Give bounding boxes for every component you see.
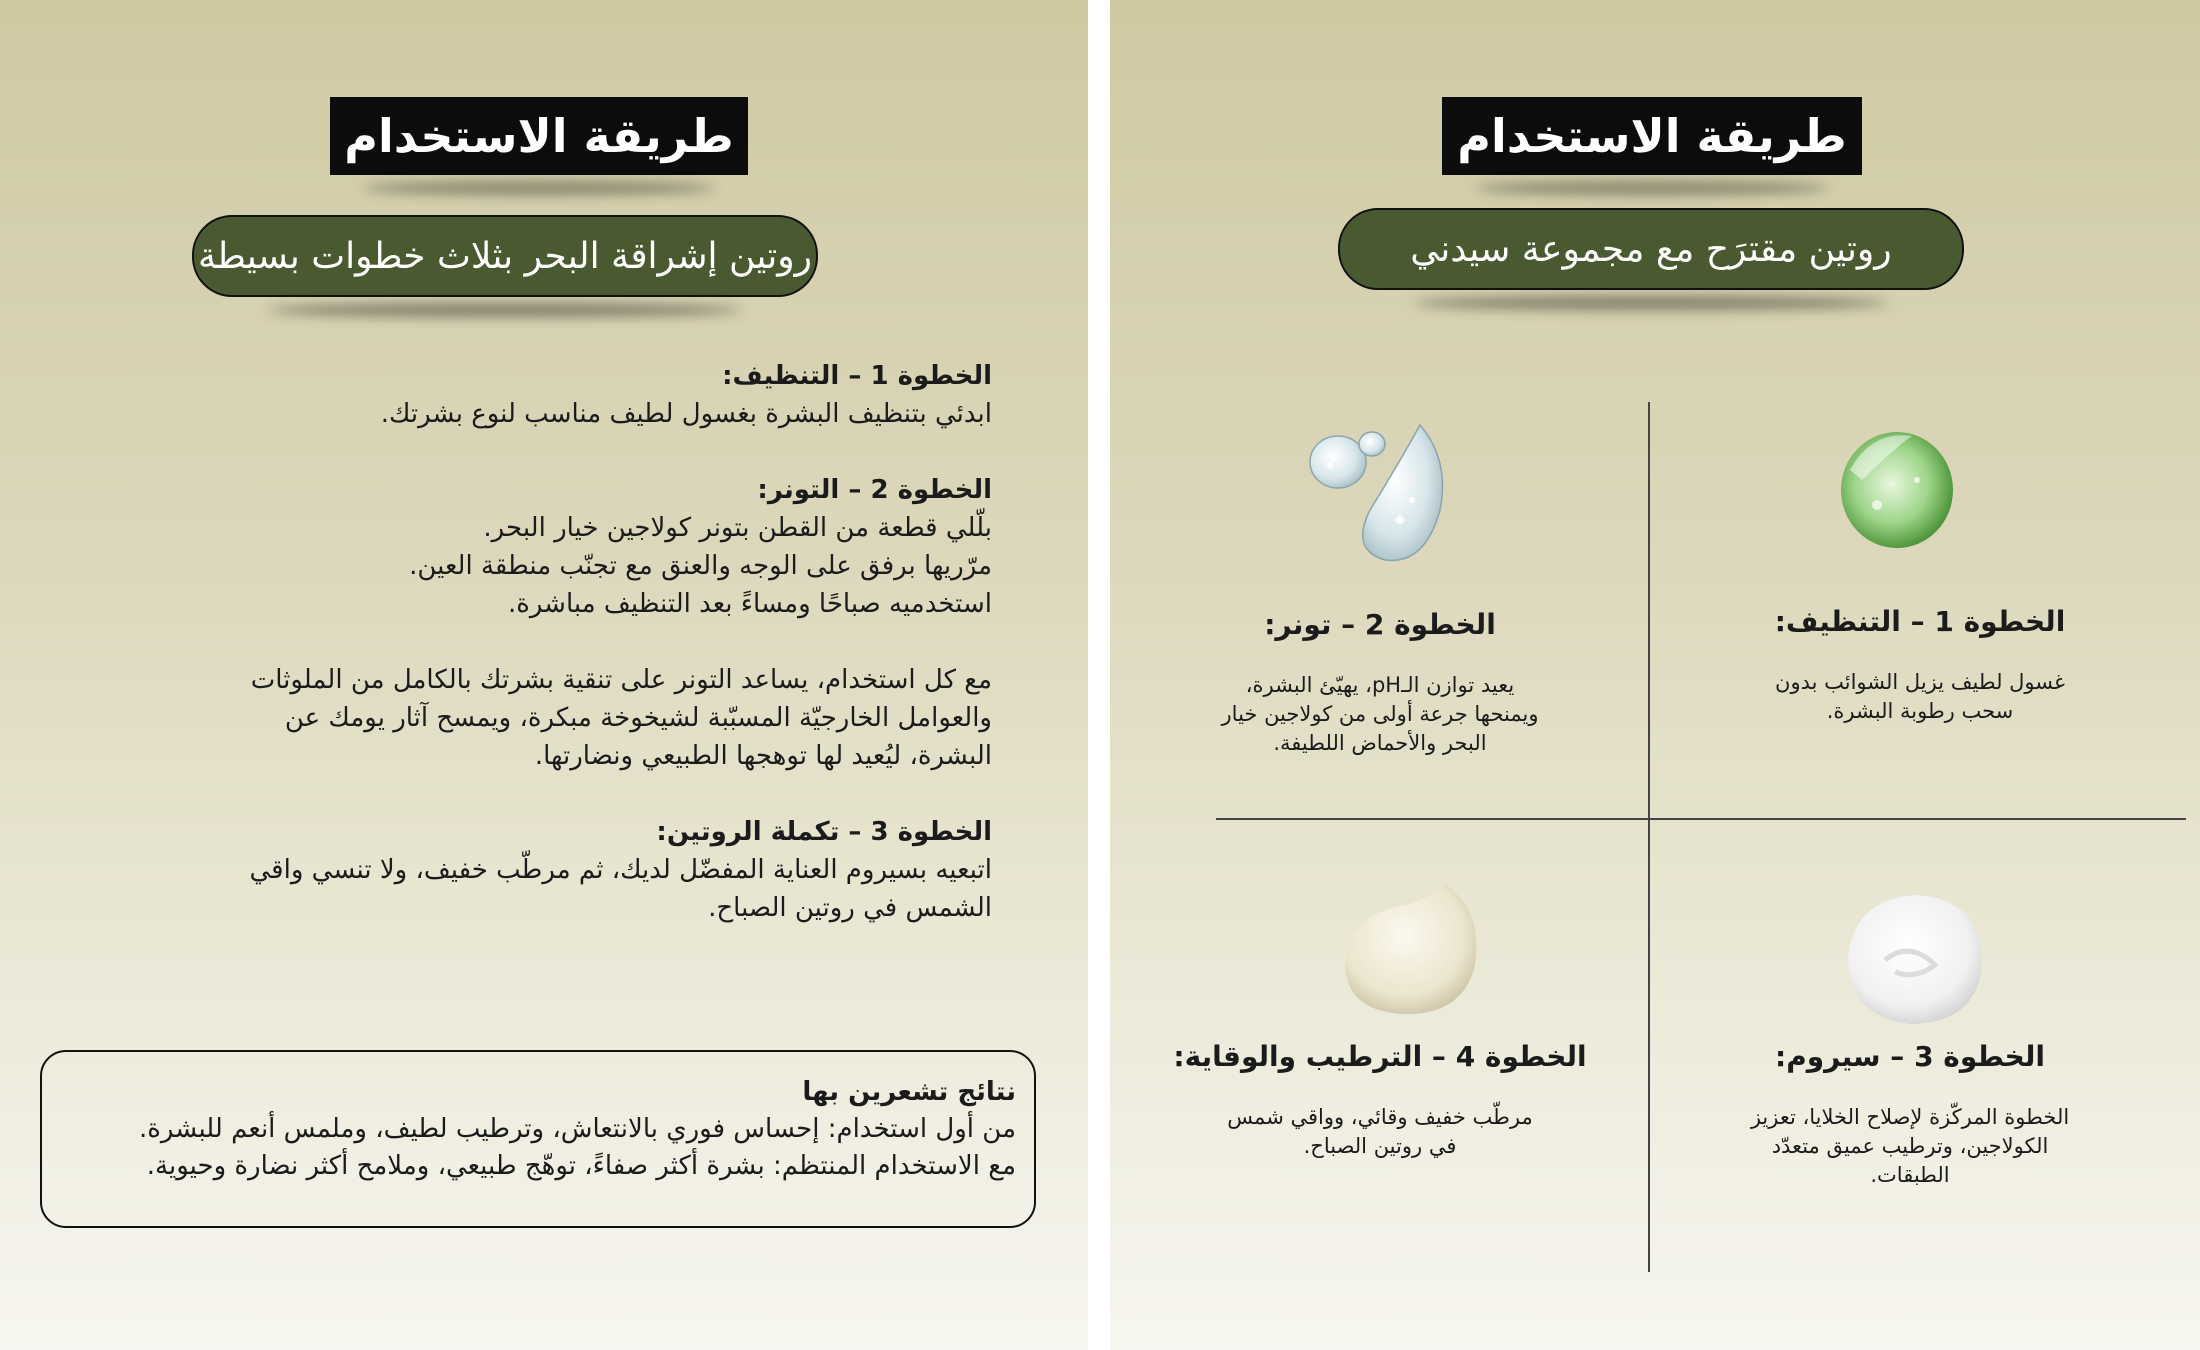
cell-2-desc-2: ويمنحها جرعة أولى من كولاجين خيار xyxy=(1221,702,1539,726)
step-3-text-2: الشمس في روتين الصباح. xyxy=(708,893,992,923)
cell-1-desc-2: سحب رطوبة البشرة. xyxy=(1826,699,2014,723)
right-title: طريقة الاستخدام xyxy=(1442,97,1862,175)
cell-1-heading: الخطوة 1 – التنظيف: xyxy=(1774,605,2066,638)
cell-2-desc-1: يعيد توازن الـpH، يهيّئ البشرة، xyxy=(1245,673,1515,697)
step-3-text-1: اتبعيه بسيروم العناية المفضّل لديك، ثم مرطّب خفيف، ولا تنسي واقي xyxy=(249,855,992,885)
ivory-moisturizer-icon xyxy=(1335,880,1485,1020)
cell-1-desc-1: غسول لطيف يزيل الشوائب بدون xyxy=(1775,670,2065,694)
toner-benefit-2: والعوامل الخارجيّة المسبّبة لشيخوخة مبكرة، ويمسح آثار يومك عن xyxy=(284,703,992,733)
grid-horizontal-divider xyxy=(1216,818,2186,820)
results-heading: نتائج تشعرين بها xyxy=(802,1077,1016,1107)
cell-2-heading: الخطوة 2 – تونر: xyxy=(1264,608,1496,641)
step-2-text-3: استخدميه صباحًا ومساءً بعد التنظيف مباشرة. xyxy=(507,589,992,619)
right-panel xyxy=(1110,0,2200,1350)
step-1-heading: الخطوة 1 – التنظيف: xyxy=(722,361,992,391)
results-line-1: من أول استخدام: إحساس فوري بالانتعاش، وترطيب لطيف، وملمس أنعم للبشرة. xyxy=(139,1114,1016,1144)
cell-3-desc-1: الخطوة المركّزة لإصلاح الخلايا، تعزيز xyxy=(1750,1105,2070,1129)
cell-3-desc-3: الطبقات. xyxy=(1870,1163,1950,1187)
left-panel xyxy=(0,0,1088,1350)
results-box xyxy=(40,1050,1036,1228)
right-subtitle-pill: روتين مقترَح مع مجموعة سيدني xyxy=(1338,208,1964,290)
step-3-heading: الخطوة 3 – تكملة الروتين: xyxy=(656,817,992,847)
cell-4-desc-1: مرطّب خفيف وقائي، وواقي شمس xyxy=(1227,1105,1533,1129)
step-2-heading: الخطوة 2 – التونر: xyxy=(757,475,992,505)
step-1-text: ابدئي بتنظيف البشرة بغسول لطيف مناسب لنوع بشرتك. xyxy=(380,399,992,429)
cell-3-heading: الخطوة 3 – سيروم: xyxy=(1775,1040,2045,1073)
left-title: طريقة الاستخدام xyxy=(330,97,748,175)
steps-list xyxy=(160,357,992,927)
cell-4-desc-2: في روتين الصباح. xyxy=(1303,1134,1457,1158)
step-4-cell xyxy=(1170,1040,1590,1161)
white-cream-serum-icon xyxy=(1840,890,1990,1030)
cell-3-desc-2: الكولاجين، وترطيب عميق متعدّد xyxy=(1771,1134,2049,1158)
left-subtitle-pill: روتين إشراقة البحر بثلاث خطوات بسيطة xyxy=(192,215,818,297)
toner-benefit-3: البشرة، ليُعيد لها توهجها الطبيعي ونضارتها. xyxy=(534,741,992,771)
step-1-cell xyxy=(1710,605,2130,726)
cell-4-heading: الخطوة 4 – الترطيب والوقاية: xyxy=(1173,1040,1587,1073)
toner-benefit-1: مع كل استخدام، يساعد التونر على تنقية بشرتك بالكامل من الملوثات xyxy=(250,665,992,695)
cell-2-desc-3: البحر والأحماض اللطيفة. xyxy=(1273,731,1487,755)
step-2-text-1: بلّلي قطعة من القطن بتونر كولاجين خيار البحر. xyxy=(483,513,992,543)
grid-vertical-divider xyxy=(1648,402,1650,1272)
results-line-2: مع الاستخدام المنتظم: بشرة أكثر صفاءً، توهّج طبيعي، وملامح أكثر نضارة وحيوية. xyxy=(146,1151,1016,1181)
clear-gel-toner-icon xyxy=(1300,420,1460,570)
step-2-cell xyxy=(1170,608,1590,758)
green-gel-cleanser-icon xyxy=(1832,410,1962,570)
step-2-text-2: مرّريها برفق على الوجه والعنق مع تجنّب منطقة العين. xyxy=(409,551,992,581)
step-3-cell xyxy=(1700,1040,2120,1190)
